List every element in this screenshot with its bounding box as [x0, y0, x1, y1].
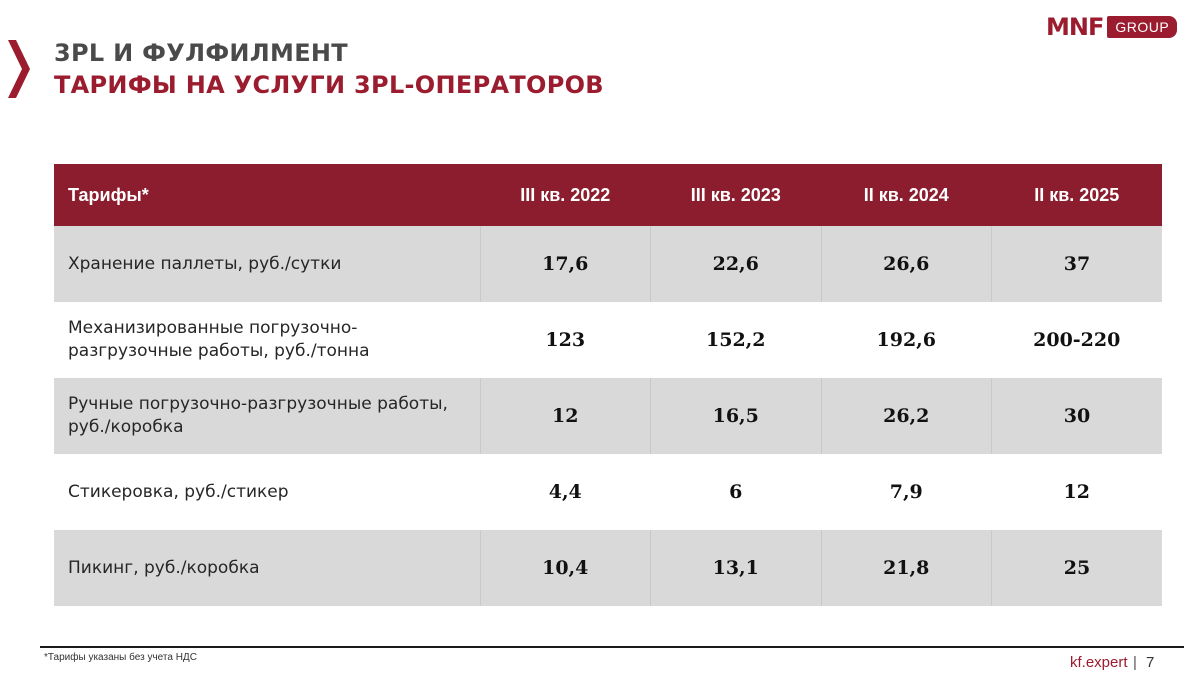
- table-cell: 26,6: [821, 226, 992, 302]
- logo-group-badge: GROUP: [1107, 16, 1177, 38]
- table-cell: 152,2: [651, 302, 822, 378]
- chevron-arrow-icon: [8, 40, 30, 98]
- page-title: 3PL И ФУЛФИЛМЕНТ: [54, 39, 348, 67]
- table-cell: 37: [992, 226, 1163, 302]
- table-cell: 7,9: [821, 454, 992, 530]
- header-tariffs: Тарифы*: [54, 164, 480, 226]
- table-cell: 192,6: [821, 302, 992, 378]
- table-cell: 16,5: [651, 378, 822, 454]
- row-label: Ручные погрузочно-разгрузочные работы, руб./коробка: [54, 378, 480, 454]
- table-cell: 21,8: [821, 530, 992, 606]
- footnote: *Тарифы указаны без учета НДС: [44, 652, 197, 663]
- site-link[interactable]: kf.expert: [1070, 654, 1128, 671]
- table-cell: 4,4: [480, 454, 651, 530]
- footer-divider: [40, 646, 1184, 648]
- row-label: Стикеровка, руб./стикер: [54, 454, 480, 530]
- table-cell: 123: [480, 302, 651, 378]
- company-logo: [1046, 14, 1177, 40]
- table-cell: 30: [992, 378, 1163, 454]
- table-row: [54, 454, 1162, 530]
- header-q2-2024: II кв. 2024: [821, 164, 992, 226]
- table-cell: 12: [480, 378, 651, 454]
- table-header-row: [54, 164, 1162, 226]
- page-subtitle: ТАРИФЫ НА УСЛУГИ 3PL-ОПЕРАТОРОВ: [54, 71, 604, 99]
- table-cell: 12: [992, 454, 1163, 530]
- tariffs-table: [54, 164, 1162, 606]
- row-label: Хранение паллеты, руб./сутки: [54, 226, 480, 302]
- table-row: [54, 302, 1162, 378]
- header-q3-2022: III кв. 2022: [480, 164, 651, 226]
- header-q3-2023: III кв. 2023: [651, 164, 822, 226]
- table-cell: 17,6: [480, 226, 651, 302]
- table-cell: 25: [992, 530, 1163, 606]
- table-row: [54, 226, 1162, 302]
- table-cell: 10,4: [480, 530, 651, 606]
- page-number: 7: [1146, 654, 1155, 671]
- row-label: Механизированные погрузочно-разгрузочные работы, руб./тонна: [54, 302, 480, 378]
- table-cell: 200-220: [992, 302, 1163, 378]
- title-block: [54, 38, 604, 102]
- footer-separator: |: [1133, 654, 1137, 671]
- table-cell: 6: [651, 454, 822, 530]
- table-row: [54, 530, 1162, 606]
- table-row: [54, 378, 1162, 454]
- table-cell: 13,1: [651, 530, 822, 606]
- table-cell: 26,2: [821, 378, 992, 454]
- header-q2-2025: II кв. 2025: [992, 164, 1163, 226]
- row-label: Пикинг, руб./коробка: [54, 530, 480, 606]
- logo-mark: MNF: [1046, 13, 1104, 41]
- table-cell: 22,6: [651, 226, 822, 302]
